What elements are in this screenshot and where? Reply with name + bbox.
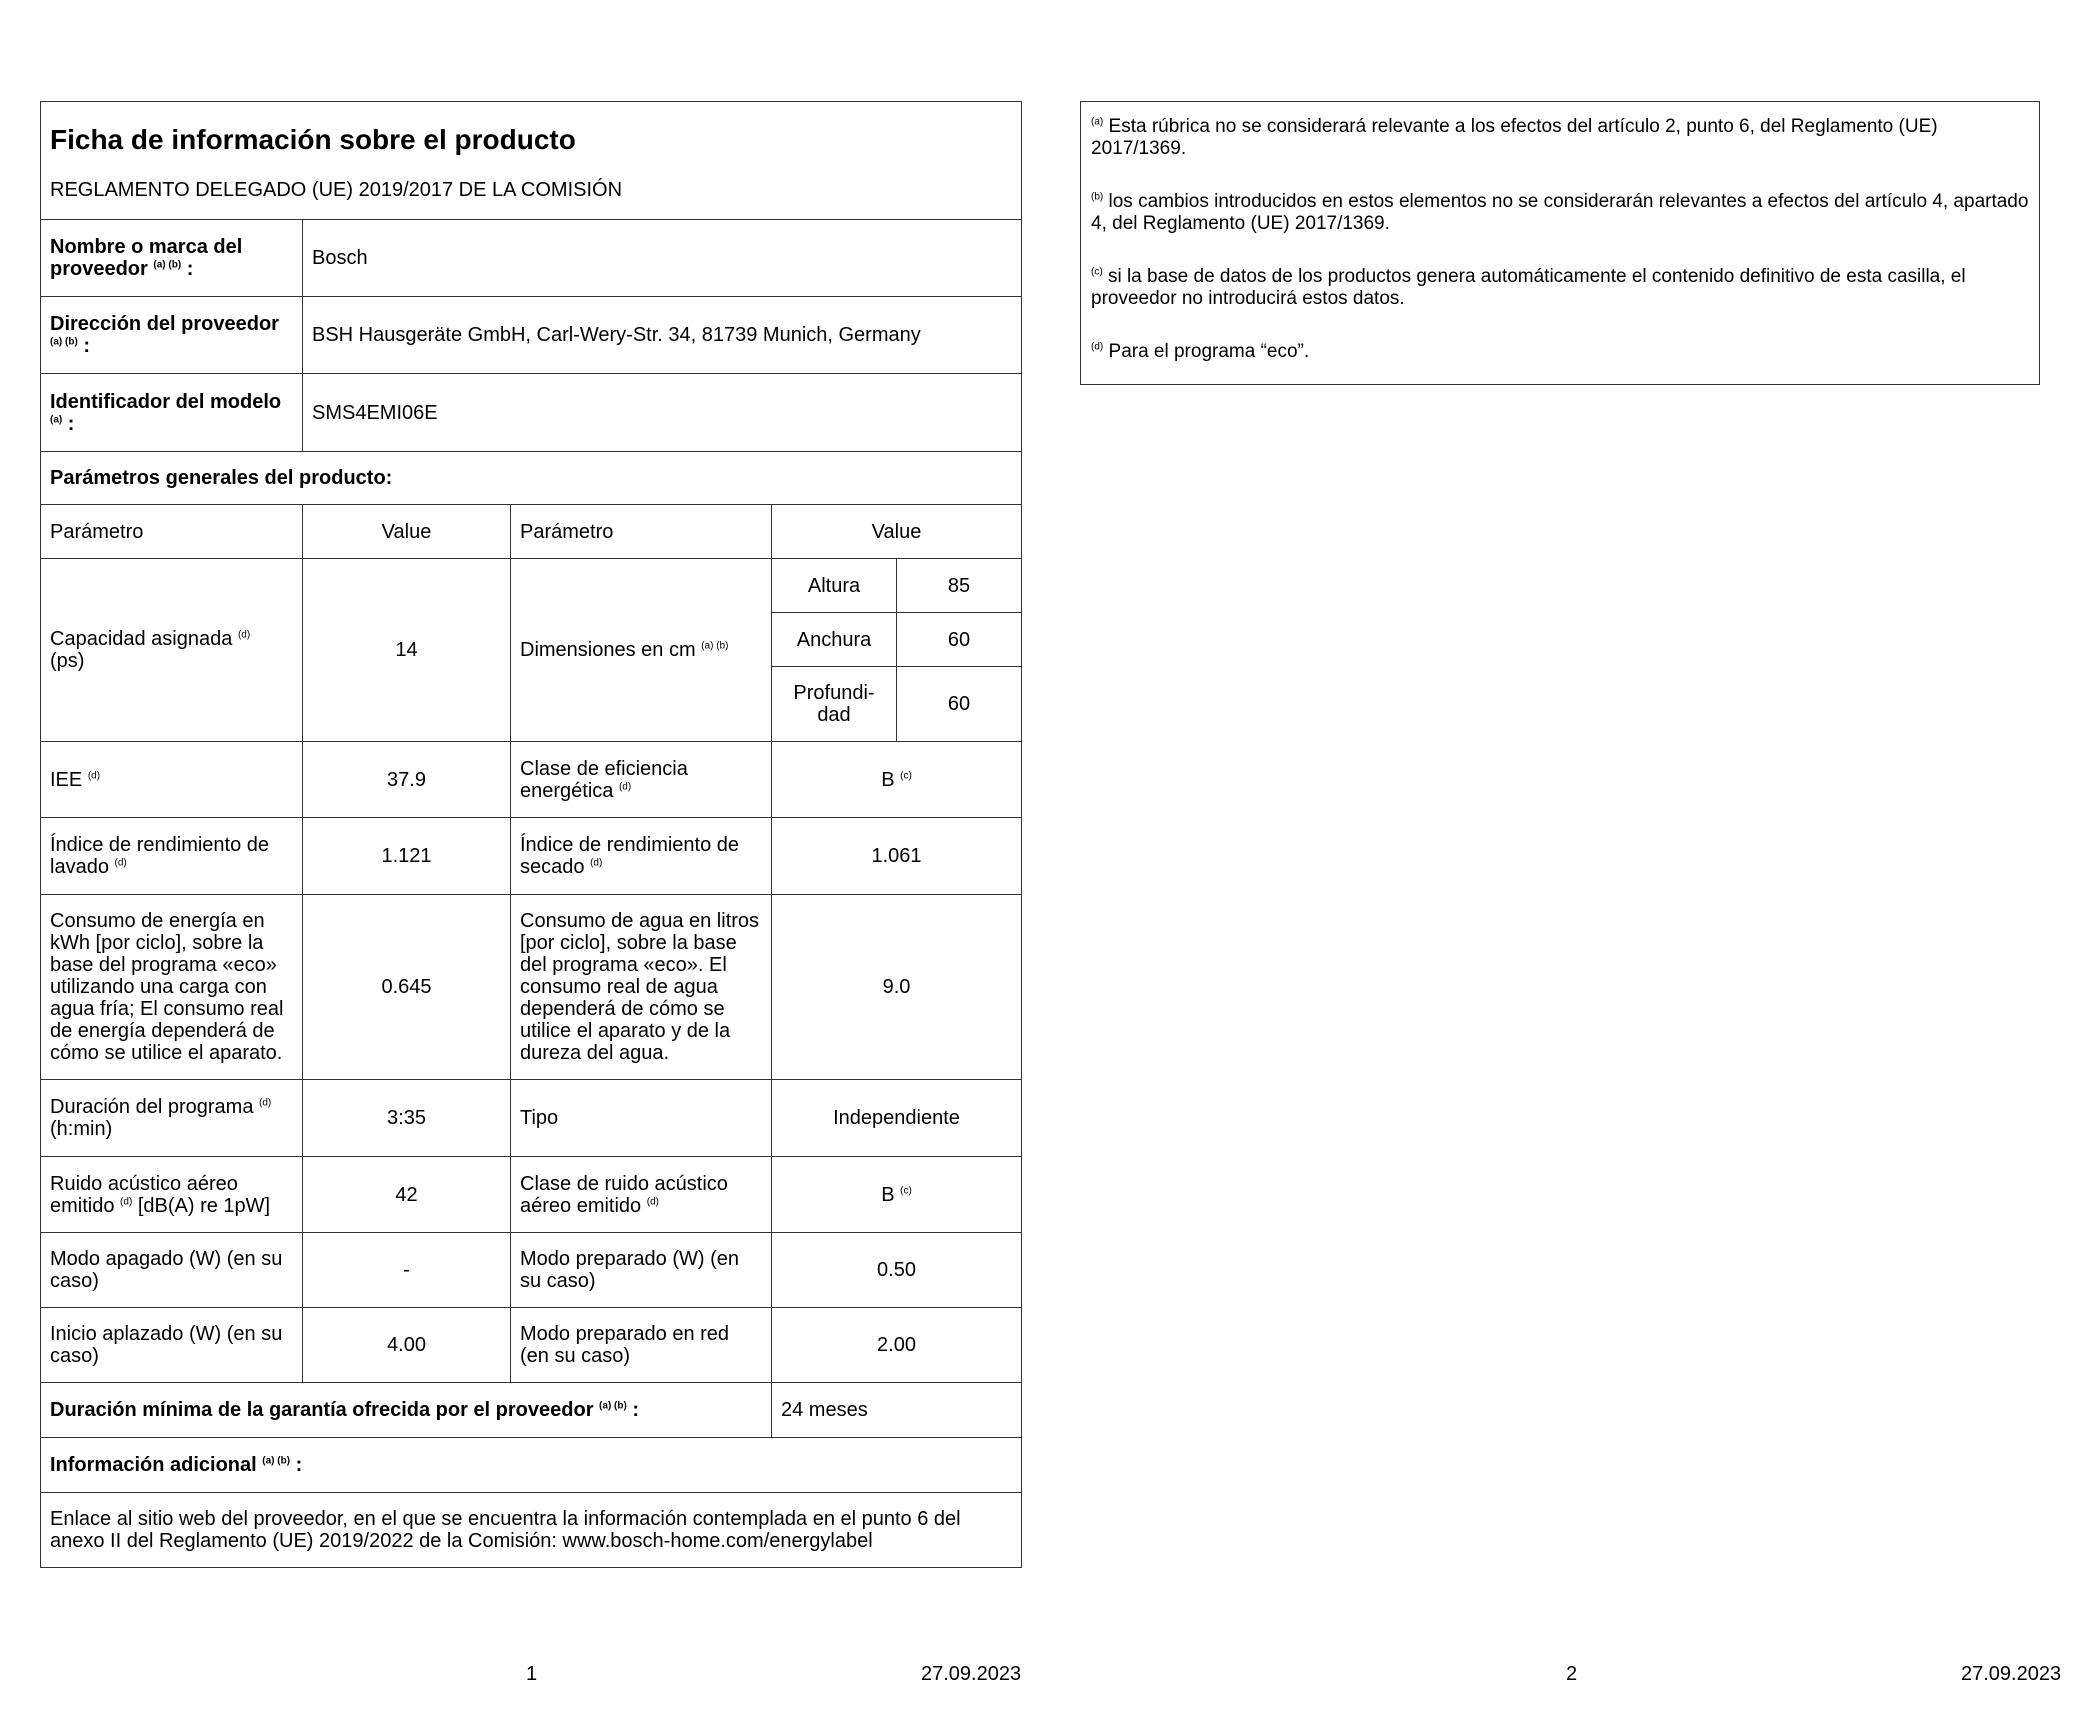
product-sheet-page-1	[40, 101, 1021, 1568]
supplier-value: Bosch	[303, 220, 1022, 297]
noise-class-value: B $^{(c)}$	[772, 1157, 1022, 1233]
width-value: 60	[897, 613, 1022, 667]
dry-index-label: Índice de rendimiento de secado $^{(d)}$	[511, 818, 772, 895]
model-value: SMS4EMI06E	[303, 374, 1022, 452]
page-number-2: 2	[1566, 1663, 1578, 1685]
footnote-b: $^{(b)}$ los cambios introducidos en estos elementos no se considerarán relevantes a efectos del artículo 4, apartado 4, del Reglamento (UE) 2017/1369.	[1091, 191, 2029, 234]
off-mode-value: -	[303, 1233, 511, 1308]
column-header-value: Value	[303, 505, 511, 559]
additional-info-heading: Información adicional $^{(a) (b)}$ :	[41, 1438, 1022, 1493]
sheet-title: Ficha de información sobre el producto	[41, 102, 1022, 161]
height-value: 85	[897, 559, 1022, 613]
type-value: Independiente	[772, 1080, 1022, 1157]
dry-index-value: 1.061	[772, 818, 1022, 895]
general-parameters-heading: Parámetros generales del producto:	[41, 452, 1022, 505]
energy-class-value: B $^{(c)}$	[772, 742, 1022, 818]
type-label: Tipo	[511, 1080, 772, 1157]
duration-value: 3:35	[303, 1080, 511, 1157]
delay-start-value: 4.00	[303, 1308, 511, 1383]
dimensions-label: Dimensiones en cm $^{(a) (b)}$	[511, 559, 772, 742]
column-header-parameter-2: Parámetro	[511, 505, 772, 559]
off-mode-label: Modo apagado (W) (en su caso)	[41, 1233, 303, 1308]
capacity-value: 14	[303, 559, 511, 742]
page-number-1: 1	[526, 1663, 538, 1685]
standby-value: 0.50	[772, 1233, 1022, 1308]
energy-class-label: Clase de eficiencia energética $^{(d)}$	[511, 742, 772, 818]
network-standby-label: Modo preparado en red (en su caso)	[511, 1308, 772, 1383]
column-header-parameter: Parámetro	[41, 505, 303, 559]
iee-value: 37.9	[303, 742, 511, 818]
warranty-value: 24 meses	[772, 1383, 1022, 1438]
footnote-c: $^{(c)}$ si la base de datos de los productos genera automáticamente el contenido definitivo de esta casilla, el proveedor no introducirá estos datos.	[1091, 266, 1966, 309]
depth-label: Profundi-dad	[772, 667, 897, 742]
noise-value: 42	[303, 1157, 511, 1233]
footnote-d: $^{(d)}$ Para el programa “eco”.	[1091, 341, 1310, 362]
network-standby-value: 2.00	[772, 1308, 1022, 1383]
address-value: BSH Hausgeräte GmbH, Carl-Wery-Str. 34, 81739 Munich, Germany	[303, 297, 1022, 374]
duration-label: Duración del programa $^{(d)}$ (h:min)	[41, 1080, 303, 1157]
product-information-table	[40, 101, 1022, 1568]
wash-index-label: Índice de rendimiento de lavado $^{(d)}$	[41, 818, 303, 895]
delay-start-label: Inicio aplazado (W) (en su caso)	[41, 1308, 303, 1383]
model-label: Identificador del modelo $^{(a)}$ :	[41, 374, 303, 452]
wash-index-value: 1.121	[303, 818, 511, 895]
width-label: Anchura	[772, 613, 897, 667]
address-label: Dirección del proveedor $^{(a) (b)}$ :	[41, 297, 303, 374]
energy-consumption-value: 0.645	[303, 895, 511, 1080]
warranty-label: Duración mínima de la garantía ofrecida por el proveedor $^{(a) (b)}$ :	[41, 1383, 772, 1438]
height-label: Altura	[772, 559, 897, 613]
energy-consumption-label: Consumo de energía en kWh [por ciclo], sobre la base del programa «eco» utilizando una carga con agua fría; El consumo real de energía dependerá de cómo se utilice el aparato.	[41, 895, 303, 1080]
iee-label: IEE $^{(d)}$	[41, 742, 303, 818]
supplier-website-link-text: Enlace al sitio web del proveedor, en el que se encuentra la información contemplada en el punto 6 del anexo II del Reglamento (UE) 2019/2022 de la Comisión: www.bosch-home.com/energylabel	[41, 1493, 1022, 1568]
noise-label: Ruido acústico aéreo emitido $^{(d)}$ [dB(A) re 1pW]	[41, 1157, 303, 1233]
column-header-value-2: Value	[772, 505, 1022, 559]
regulation-reference: REGLAMENTO DELEGADO (UE) 2019/2017 DE LA COMISIÓN	[41, 161, 1022, 220]
water-consumption-value: 9.0	[772, 895, 1022, 1080]
supplier-label: Nombre o marca del proveedor $^{(a) (b)}$ :	[41, 220, 303, 297]
depth-value: 60	[897, 667, 1022, 742]
footnote-a: $^{(a)}$ Esta rúbrica no se considerará relevante a los efectos del artículo 2, punto 6, del Reglamento (UE) 2017/1369.	[1091, 116, 1938, 159]
date-page-2: 27.09.2023	[1961, 1663, 2062, 1685]
water-consumption-label: Consumo de agua en litros [por ciclo], sobre la base del programa «eco». El consumo real de agua dependerá de cómo se utilice el aparato y de la dureza del agua.	[511, 895, 772, 1080]
capacity-label: Capacidad asignada $^{(d)}$ (ps)	[41, 559, 303, 742]
footnotes-box	[1080, 101, 2040, 385]
date-page-1: 27.09.2023	[921, 1663, 1022, 1685]
standby-label: Modo preparado (W) (en su caso)	[511, 1233, 772, 1308]
noise-class-label: Clase de ruido acústico aéreo emitido $^{(d)}$	[511, 1157, 772, 1233]
